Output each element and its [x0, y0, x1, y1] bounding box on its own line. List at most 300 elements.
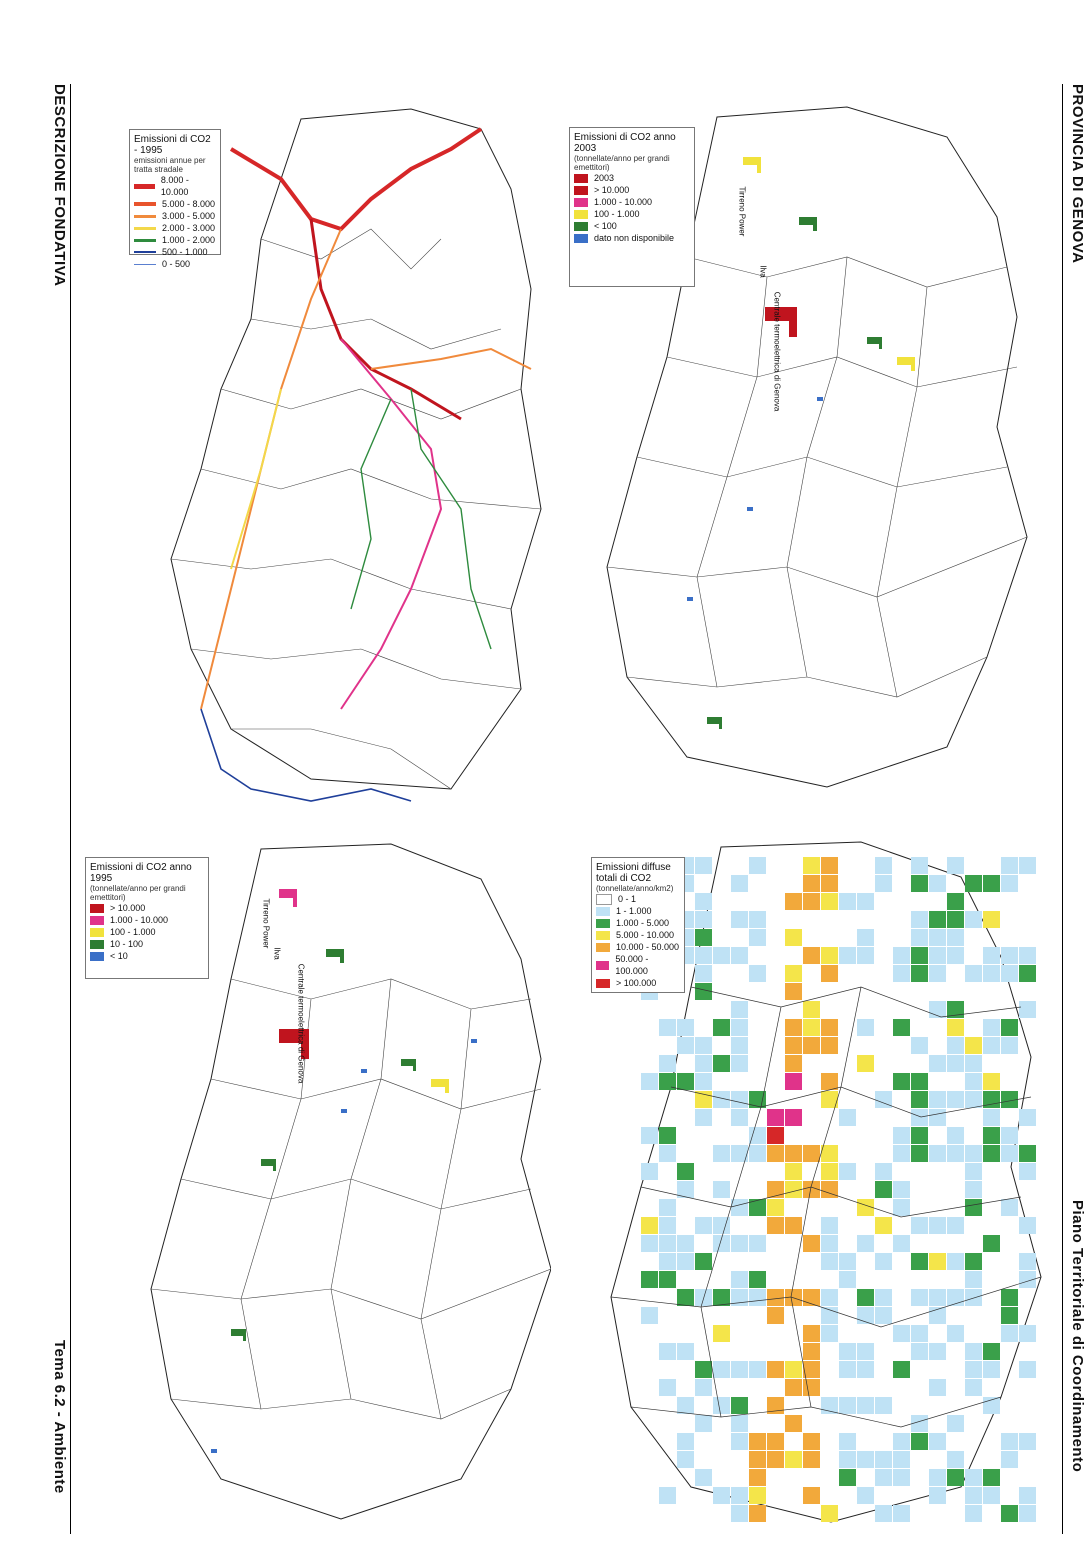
grid-cell: [803, 1019, 820, 1036]
grid-cell: [785, 1379, 802, 1396]
grid-cell: [1001, 947, 1018, 964]
grid-cell: [713, 1487, 730, 1504]
grid-cell: [641, 1217, 658, 1234]
road-legend: [129, 129, 221, 269]
grid-cell: [947, 1145, 964, 1162]
grid-legend-item: 1.000 - 5.000: [596, 917, 680, 929]
grid-cell: [857, 1361, 874, 1378]
grid-cell: [929, 1217, 946, 1234]
grid-cell: [893, 1361, 910, 1378]
grid-cell: [911, 1145, 928, 1162]
grid-cell: [803, 1037, 820, 1054]
grid-cell: [1001, 1127, 1018, 1144]
grid-cell: [1019, 1253, 1036, 1270]
grid-cell: [839, 1163, 856, 1180]
grid-cell: [929, 1289, 946, 1306]
grid-cell: [1019, 1487, 1036, 1504]
grid-cell: [929, 965, 946, 982]
grid-cell: [731, 875, 748, 892]
grid-cell: [1001, 1037, 1018, 1054]
grid-cell: [695, 1415, 712, 1432]
grid-cell: [839, 1433, 856, 1450]
grid-cell: [893, 1199, 910, 1216]
grid-cell: [857, 1397, 874, 1414]
grid-cell: [857, 947, 874, 964]
grid-cell: [965, 1487, 982, 1504]
industry-1995-legend-subtitle: (tonnellate/anno per grandi emettitori): [90, 884, 186, 902]
grid-cell: [659, 1055, 676, 1072]
grid-cell: [839, 1343, 856, 1360]
grid-legend-item: 5.000 - 10.000: [596, 929, 680, 941]
grid-cell: [713, 1361, 730, 1378]
grid-cell: [821, 1037, 838, 1054]
grid-cell: [839, 893, 856, 910]
grid-cell: [749, 965, 766, 982]
grid-cell: [947, 1127, 964, 1144]
grid-cell: [785, 983, 802, 1000]
grid-cell: [947, 1325, 964, 1342]
grid-cell: [1019, 1145, 1036, 1162]
grid-cell: [983, 1037, 1000, 1054]
grid-cell: [929, 1145, 946, 1162]
grid-cell: [947, 929, 964, 946]
grid-cell: [947, 1415, 964, 1432]
grid-cell: [875, 1469, 892, 1486]
grid-cell: [713, 1181, 730, 1198]
grid-cell: [731, 1037, 748, 1054]
grid-cell: [929, 1109, 946, 1126]
grid-cell: [857, 1307, 874, 1324]
grid-cell: [749, 857, 766, 874]
industry-1995-label-tirreno: Tirreno Power: [261, 898, 271, 949]
grid-cell: [911, 965, 928, 982]
grid-cell: [947, 1037, 964, 1054]
grid-cell: [821, 1019, 838, 1036]
grid-cell: [785, 1181, 802, 1198]
grid-cell: [1001, 1019, 1018, 1036]
grid-cell: [929, 1091, 946, 1108]
grid-cell: [749, 1505, 766, 1522]
industry-1995-legend-item: 1.000 - 10.000: [90, 914, 204, 926]
grid-cell: [965, 1505, 982, 1522]
grid-cell: [641, 1163, 658, 1180]
grid-cell: [857, 1451, 874, 1468]
grid-cell: [785, 1055, 802, 1072]
grid-cell: [749, 1289, 766, 1306]
grid-cell: [767, 1451, 784, 1468]
grid-cell: [965, 1055, 982, 1072]
grid-cell: [983, 1073, 1000, 1090]
grid-cell: [659, 1271, 676, 1288]
grid-cell: [677, 1037, 694, 1054]
grid-cell: [749, 1433, 766, 1450]
grid-cell: [929, 947, 946, 964]
grid-cell: [893, 1181, 910, 1198]
grid-cell: [749, 1127, 766, 1144]
grid-cell: [947, 1217, 964, 1234]
industry-2003-legend-item: 1.000 - 10.000: [574, 196, 690, 208]
grid-cell: [911, 1343, 928, 1360]
grid-cell: [803, 1451, 820, 1468]
grid-cell: [983, 1361, 1000, 1378]
grid-cell: [839, 1361, 856, 1378]
grid-cell: [947, 1451, 964, 1468]
grid-cell: [947, 1019, 964, 1036]
header-plan: Piano Territoriale di Coordinamento: [1069, 1200, 1086, 1473]
grid-cell: [695, 1253, 712, 1270]
grid-cell: [731, 1091, 748, 1108]
grid-cell: [875, 1451, 892, 1468]
grid-cell: [911, 875, 928, 892]
grid-cell: [965, 1073, 982, 1090]
grid-cell: [875, 1397, 892, 1414]
road-legend-item: 3.000 - 5.000: [134, 210, 216, 222]
industry-2003-legend-item: dato non disponibile: [574, 232, 690, 244]
grid-cell: [731, 1397, 748, 1414]
grid-cell: [947, 1253, 964, 1270]
grid-cell: [983, 947, 1000, 964]
grid-cell: [965, 1253, 982, 1270]
grid-cell: [911, 911, 928, 928]
road-legend-item: 1.000 - 2.000: [134, 234, 216, 246]
grid-cell: [839, 1253, 856, 1270]
grid-cell: [929, 1253, 946, 1270]
grid-cell: [803, 875, 820, 892]
grid-cell: [731, 1505, 748, 1522]
grid-cell: [695, 1361, 712, 1378]
grid-cell: [731, 1415, 748, 1432]
grid-cell: [929, 911, 946, 928]
grid-cell: [821, 965, 838, 982]
grid-cell: [911, 1433, 928, 1450]
grid-cell: [749, 1235, 766, 1252]
grid-cell: [965, 1289, 982, 1306]
grid-cell: [785, 929, 802, 946]
grid-cell: [677, 1253, 694, 1270]
industry-1995-legend-item: > 10.000: [90, 902, 204, 914]
grid-cell: [929, 1379, 946, 1396]
grid-cell: [695, 1469, 712, 1486]
grid-cell: [875, 875, 892, 892]
grid-legend-item: 0 - 1: [596, 893, 680, 905]
grid-legend-item: 10.000 - 50.000: [596, 941, 680, 953]
grid-cell: [1001, 1199, 1018, 1216]
grid-cell: [731, 947, 748, 964]
map-road-emissions: [110, 88, 552, 812]
grid-cell: [911, 1091, 928, 1108]
grid-cell: [983, 1109, 1000, 1126]
grid-cell: [749, 911, 766, 928]
grid-cell: [965, 1271, 982, 1288]
grid-cell: [767, 1109, 784, 1126]
grid-cell: [875, 857, 892, 874]
grid-cell: [731, 1271, 748, 1288]
grid-cell: [965, 875, 982, 892]
grid-cell: [875, 1217, 892, 1234]
industry-2003-legend-item: 2003: [574, 172, 690, 184]
grid-cell: [857, 1055, 874, 1072]
grid-cell: [641, 1127, 658, 1144]
grid-cell: [731, 1109, 748, 1126]
grid-cell: [785, 1019, 802, 1036]
grid-cell: [1001, 1433, 1018, 1450]
road-legend-title: Emissioni di CO2 - 1995: [134, 134, 211, 156]
industry-2003-legend-subtitle: (tonnellate/anno per grandi emettitori): [574, 154, 670, 172]
grid-cell: [785, 1361, 802, 1378]
grid-cell: [1019, 1163, 1036, 1180]
grid-cell: [839, 1469, 856, 1486]
grid-legend-title: Emissioni diffuse totali di CO2: [596, 862, 671, 884]
grid-cell: [821, 893, 838, 910]
grid-cell: [947, 1091, 964, 1108]
industry-2003-legend-title: Emissioni di CO2 anno 2003: [574, 132, 676, 154]
grid-cell: [929, 929, 946, 946]
grid-cell: [965, 1091, 982, 1108]
grid-cell: [821, 1235, 838, 1252]
grid-cell: [713, 1055, 730, 1072]
grid-cell: [695, 983, 712, 1000]
grid-cell: [1019, 1433, 1036, 1450]
left-rule: [70, 84, 71, 1534]
grid-cell: [1001, 857, 1018, 874]
grid-cell: [1001, 1145, 1018, 1162]
grid-cell: [695, 1091, 712, 1108]
grid-cell: [713, 1019, 730, 1036]
grid-cell: [821, 1163, 838, 1180]
grid-cell: [1019, 1361, 1036, 1378]
grid-cell: [785, 1415, 802, 1432]
industry-1995-legend-item: 100 - 1.000: [90, 926, 204, 938]
grid-cell: [659, 1199, 676, 1216]
grid-cell: [749, 1271, 766, 1288]
grid-cell: [929, 1433, 946, 1450]
grid-cell: [947, 911, 964, 928]
grid-cell: [695, 893, 712, 910]
grid-cell: [839, 1109, 856, 1126]
grid-cell: [803, 1289, 820, 1306]
map-industry-1995: [90, 828, 552, 1530]
grid-cell: [821, 1253, 838, 1270]
grid-cell: [1019, 965, 1036, 982]
grid-cell: [965, 1199, 982, 1216]
grid-cell: [1019, 857, 1036, 874]
grid-cell: [839, 1451, 856, 1468]
grid-legend-subtitle: (tonnellate/anno/km2): [596, 884, 674, 893]
grid-cell: [785, 1145, 802, 1162]
grid-cell: [659, 1379, 676, 1396]
grid-cell: [677, 1343, 694, 1360]
grid-cell: [965, 911, 982, 928]
grid-cell: [893, 1073, 910, 1090]
grid-cell: [695, 947, 712, 964]
grid-cell: [785, 1451, 802, 1468]
industry-2003-legend: [569, 127, 695, 287]
grid-cell: [695, 1037, 712, 1054]
grid-cell: [785, 893, 802, 910]
grid-cell: [641, 1307, 658, 1324]
map-diffuse-grid: [580, 836, 1052, 1528]
grid-cell: [893, 1145, 910, 1162]
grid-cell: [677, 1235, 694, 1252]
grid-cell: [821, 947, 838, 964]
grid-cell: [1019, 1001, 1036, 1018]
grid-cell: [875, 1163, 892, 1180]
grid-cell: [641, 1235, 658, 1252]
grid-cell: [731, 1019, 748, 1036]
grid-cell: [1019, 1109, 1036, 1126]
grid-cell: [965, 1343, 982, 1360]
grid-cell: [983, 1145, 1000, 1162]
grid-cell: [785, 1217, 802, 1234]
grid-cell: [893, 1433, 910, 1450]
grid-cell: [713, 947, 730, 964]
grid-cell: [749, 1487, 766, 1504]
grid-cell: [749, 1451, 766, 1468]
grid-cell: [731, 1055, 748, 1072]
industry-2003-label-centrale: Centrale termoelettrica di Genova: [772, 291, 782, 412]
industry-2003-legend-item: 100 - 1.000: [574, 208, 690, 220]
grid-cell: [713, 1145, 730, 1162]
grid-cell: [965, 1037, 982, 1054]
grid-cell: [911, 929, 928, 946]
industry-2003-legend-item: < 100: [574, 220, 690, 232]
grid-cell: [875, 1289, 892, 1306]
grid-cell: [803, 1325, 820, 1342]
header-theme: Tema 6.2 - Ambiente: [51, 1340, 68, 1494]
grid-cell: [803, 1379, 820, 1396]
grid-cell: [947, 857, 964, 874]
grid-cell: [659, 1343, 676, 1360]
grid-cell: [803, 947, 820, 964]
grid-cell: [803, 1487, 820, 1504]
grid-cell: [659, 1235, 676, 1252]
grid-cell: [857, 1487, 874, 1504]
grid-cell: [821, 875, 838, 892]
grid-cell: [875, 1253, 892, 1270]
header-province: PROVINCIA DI GENOVA: [1069, 84, 1086, 264]
grid-cell: [659, 1487, 676, 1504]
grid-cell: [803, 1145, 820, 1162]
grid-cell: [983, 875, 1000, 892]
grid-cell: [947, 947, 964, 964]
grid-cell: [911, 1325, 928, 1342]
grid-cell: [965, 1163, 982, 1180]
grid-cell: [695, 1217, 712, 1234]
grid-cell: [911, 1127, 928, 1144]
industry-1995-legend: [85, 857, 209, 979]
grid-cell: [1019, 1325, 1036, 1342]
grid-cell: [659, 1145, 676, 1162]
grid-cell: [695, 1055, 712, 1072]
grid-cell: [839, 1397, 856, 1414]
grid-cell: [983, 1127, 1000, 1144]
grid-cell: [821, 1505, 838, 1522]
grid-cell: [731, 911, 748, 928]
grid-cell: [767, 1127, 784, 1144]
grid-cell: [695, 1379, 712, 1396]
road-legend-subtitle: emissioni annue per tratta stradale: [134, 156, 206, 174]
grid-cell: [857, 893, 874, 910]
grid-cell: [983, 1343, 1000, 1360]
grid-cell: [857, 1289, 874, 1306]
grid-cell: [821, 1289, 838, 1306]
industry-1995-legend-title: Emissioni di CO2 anno 1995: [90, 862, 192, 884]
grid-cell: [659, 1019, 676, 1036]
grid-cell: [983, 1235, 1000, 1252]
grid-cell: [983, 1019, 1000, 1036]
grid-cell: [659, 1127, 676, 1144]
grid-cell: [983, 911, 1000, 928]
grid-cell: [713, 1397, 730, 1414]
industry-2003-legend-item: > 10.000: [574, 184, 690, 196]
grid-cell: [731, 1487, 748, 1504]
grid-cell: [767, 1199, 784, 1216]
grid-cell: [821, 1217, 838, 1234]
grid-cell: [695, 857, 712, 874]
grid-cell: [857, 1019, 874, 1036]
grid-cell: [875, 1307, 892, 1324]
grid-cell: [767, 1433, 784, 1450]
grid-cell: [749, 1361, 766, 1378]
grid-cell: [695, 1073, 712, 1090]
grid-cell: [677, 1019, 694, 1036]
grid-cell: [821, 857, 838, 874]
grid-cell: [965, 965, 982, 982]
grid-cell: [911, 1253, 928, 1270]
grid-cell: [1001, 1307, 1018, 1324]
grid-cell: [857, 1343, 874, 1360]
grid-cell: [911, 1073, 928, 1090]
grid-cell: [803, 857, 820, 874]
industry-2003-label-tirreno: Tirreno Power: [737, 186, 747, 237]
grid-cell: [1001, 1325, 1018, 1342]
grid-cell: [947, 1469, 964, 1486]
grid-cell: [821, 1145, 838, 1162]
grid-cell: [677, 1433, 694, 1450]
grid-cell: [731, 1199, 748, 1216]
grid-cell: [893, 1451, 910, 1468]
grid-legend-item: > 100.000: [596, 977, 680, 989]
grid-cell: [929, 1487, 946, 1504]
grid-cell: [1001, 965, 1018, 982]
grid-cell: [839, 947, 856, 964]
grid-cell: [785, 1073, 802, 1090]
grid-legend-item: 50.000 - 100.000: [596, 953, 680, 977]
grid-cell: [749, 929, 766, 946]
grid-cell: [911, 1289, 928, 1306]
grid-cell: [911, 1217, 928, 1234]
grid-cell: [911, 1109, 928, 1126]
industry-2003-label-ilva: Ilva: [758, 265, 768, 278]
grid-cell: [677, 1289, 694, 1306]
grid-cell: [767, 1217, 784, 1234]
grid-cell: [749, 1145, 766, 1162]
grid-cell: [893, 1469, 910, 1486]
grid-cell: [1001, 1451, 1018, 1468]
grid-cell: [713, 1289, 730, 1306]
grid-cell: [713, 1325, 730, 1342]
grid-cell: [767, 1361, 784, 1378]
grid-cell: [767, 1307, 784, 1324]
grid-cell: [695, 965, 712, 982]
grid-cell: [929, 1469, 946, 1486]
grid-cell: [947, 1055, 964, 1072]
grid-cell: [803, 1343, 820, 1360]
grid-cell: [695, 929, 712, 946]
grid-cell: [821, 1073, 838, 1090]
industry-1995-label-ilva: Ilva: [272, 947, 282, 960]
grid-cell: [893, 965, 910, 982]
